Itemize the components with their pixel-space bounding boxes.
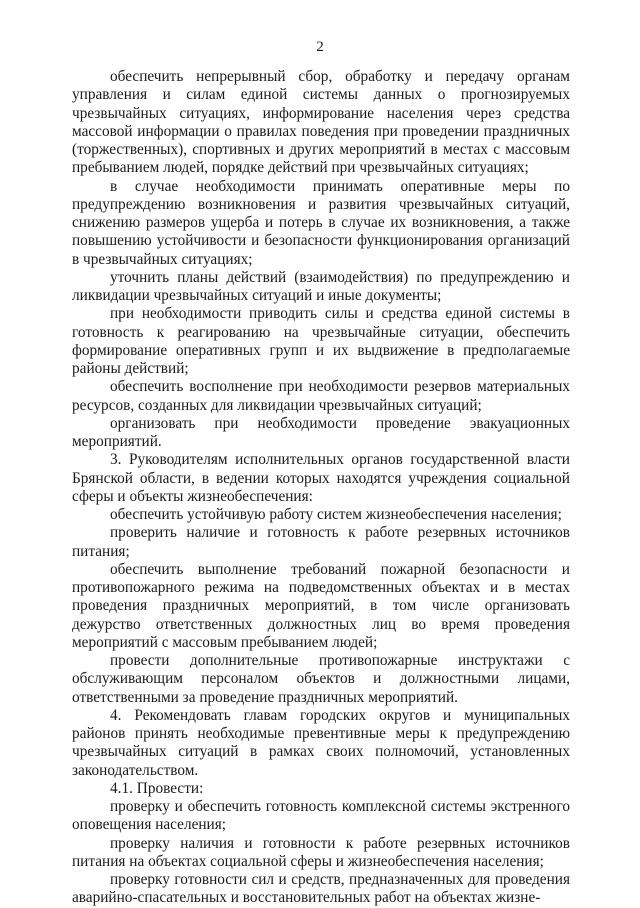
paragraph: проверку наличия и готовности к работе резервных источников питания на объектах социальной сферы и жизнеобеспечения населения; <box>72 834 570 870</box>
paragraph: уточнить планы действий (взаимодействия) по предупреждению и ликвидации чрезвычайных ситуаций и иные документы; <box>72 268 570 304</box>
paragraph: обеспечить устойчивую работу систем жизнеобеспечения населения; <box>110 506 562 523</box>
document-body <box>72 68 570 908</box>
paragraph: проверку готовности сил и средств, предназначенных для проведения аварийно-спасательных и восстановительных работ на объектах жизне- <box>72 871 570 907</box>
paragraph: обеспечить восполнение при необходимости резервов материальных ресурсов, созданных для ликвидации чрезвычайных ситуаций; <box>72 378 570 414</box>
paragraph: провести дополнительные противопожарные инструктажи с обслуживающим персоналом объектов и должностными лицами, ответственными за проведение праздничных мероприятий. <box>72 652 570 706</box>
paragraph: 4.1. Провести: <box>110 779 204 797</box>
paragraph: 4. Рекомендовать главам городских округов и муниципальных районов принять необходимые превентивные меры к предупреждению чрезвычайных ситуаций в рамках своих полномочий, установленных законодательством. <box>72 706 570 779</box>
page-number: 2 <box>316 39 324 55</box>
paragraph: в случае необходимости принимать оперативные меры по предупреждению возникновения и развития чрезвычайных ситуаций, снижению размеров ущерба и потерь в случае их возникновения, а также повышению устойчивости и безопасности функционирования организаций в чрезвычайных ситуациях; <box>72 177 570 268</box>
paragraph: обеспечить выполнение требований пожарной безопасности и противопожарного режима на подведомственных объектах и в местах проведения праздничных мероприятий, в том числе организовать дежурство ответственных должностных лиц во время проведения мероприятий с массовым пребыванием людей; <box>72 560 570 651</box>
paragraph: проверку и обеспечить готовность комплексной системы экстренного оповещения населения; <box>72 798 570 834</box>
paragraph: при необходимости приводить силы и средства единой системы в готовность к реагированию на чрезвычайные ситуации, обеспечить формирование оперативных групп и их выдвижение в предполагаемые районы действий; <box>72 305 570 377</box>
paragraph: проверить наличие и готовность к работе резервных источников питания; <box>72 524 570 560</box>
paragraph: обеспечить непрерывный сбор, обработку и передачу органам управления и силам единой системы данных о прогнозируемых чрезвычайных ситуациях, информирование населения через средства массовой информации о правилах поведения при проведении праздничных (торжественных), спортивных и других мероприятий в местах с массовым пребыванием людей, порядке действий при чрезвычайных ситуациях; <box>72 68 570 177</box>
paragraph: организовать при необходимости проведение эвакуационных мероприятий. <box>72 414 570 450</box>
paragraph: 3. Руководителям исполнительных органов государственной власти Брянской области, в ведении которых находятся учреждения социальной сферы и объекты жизнеобеспечения: <box>72 451 570 505</box>
